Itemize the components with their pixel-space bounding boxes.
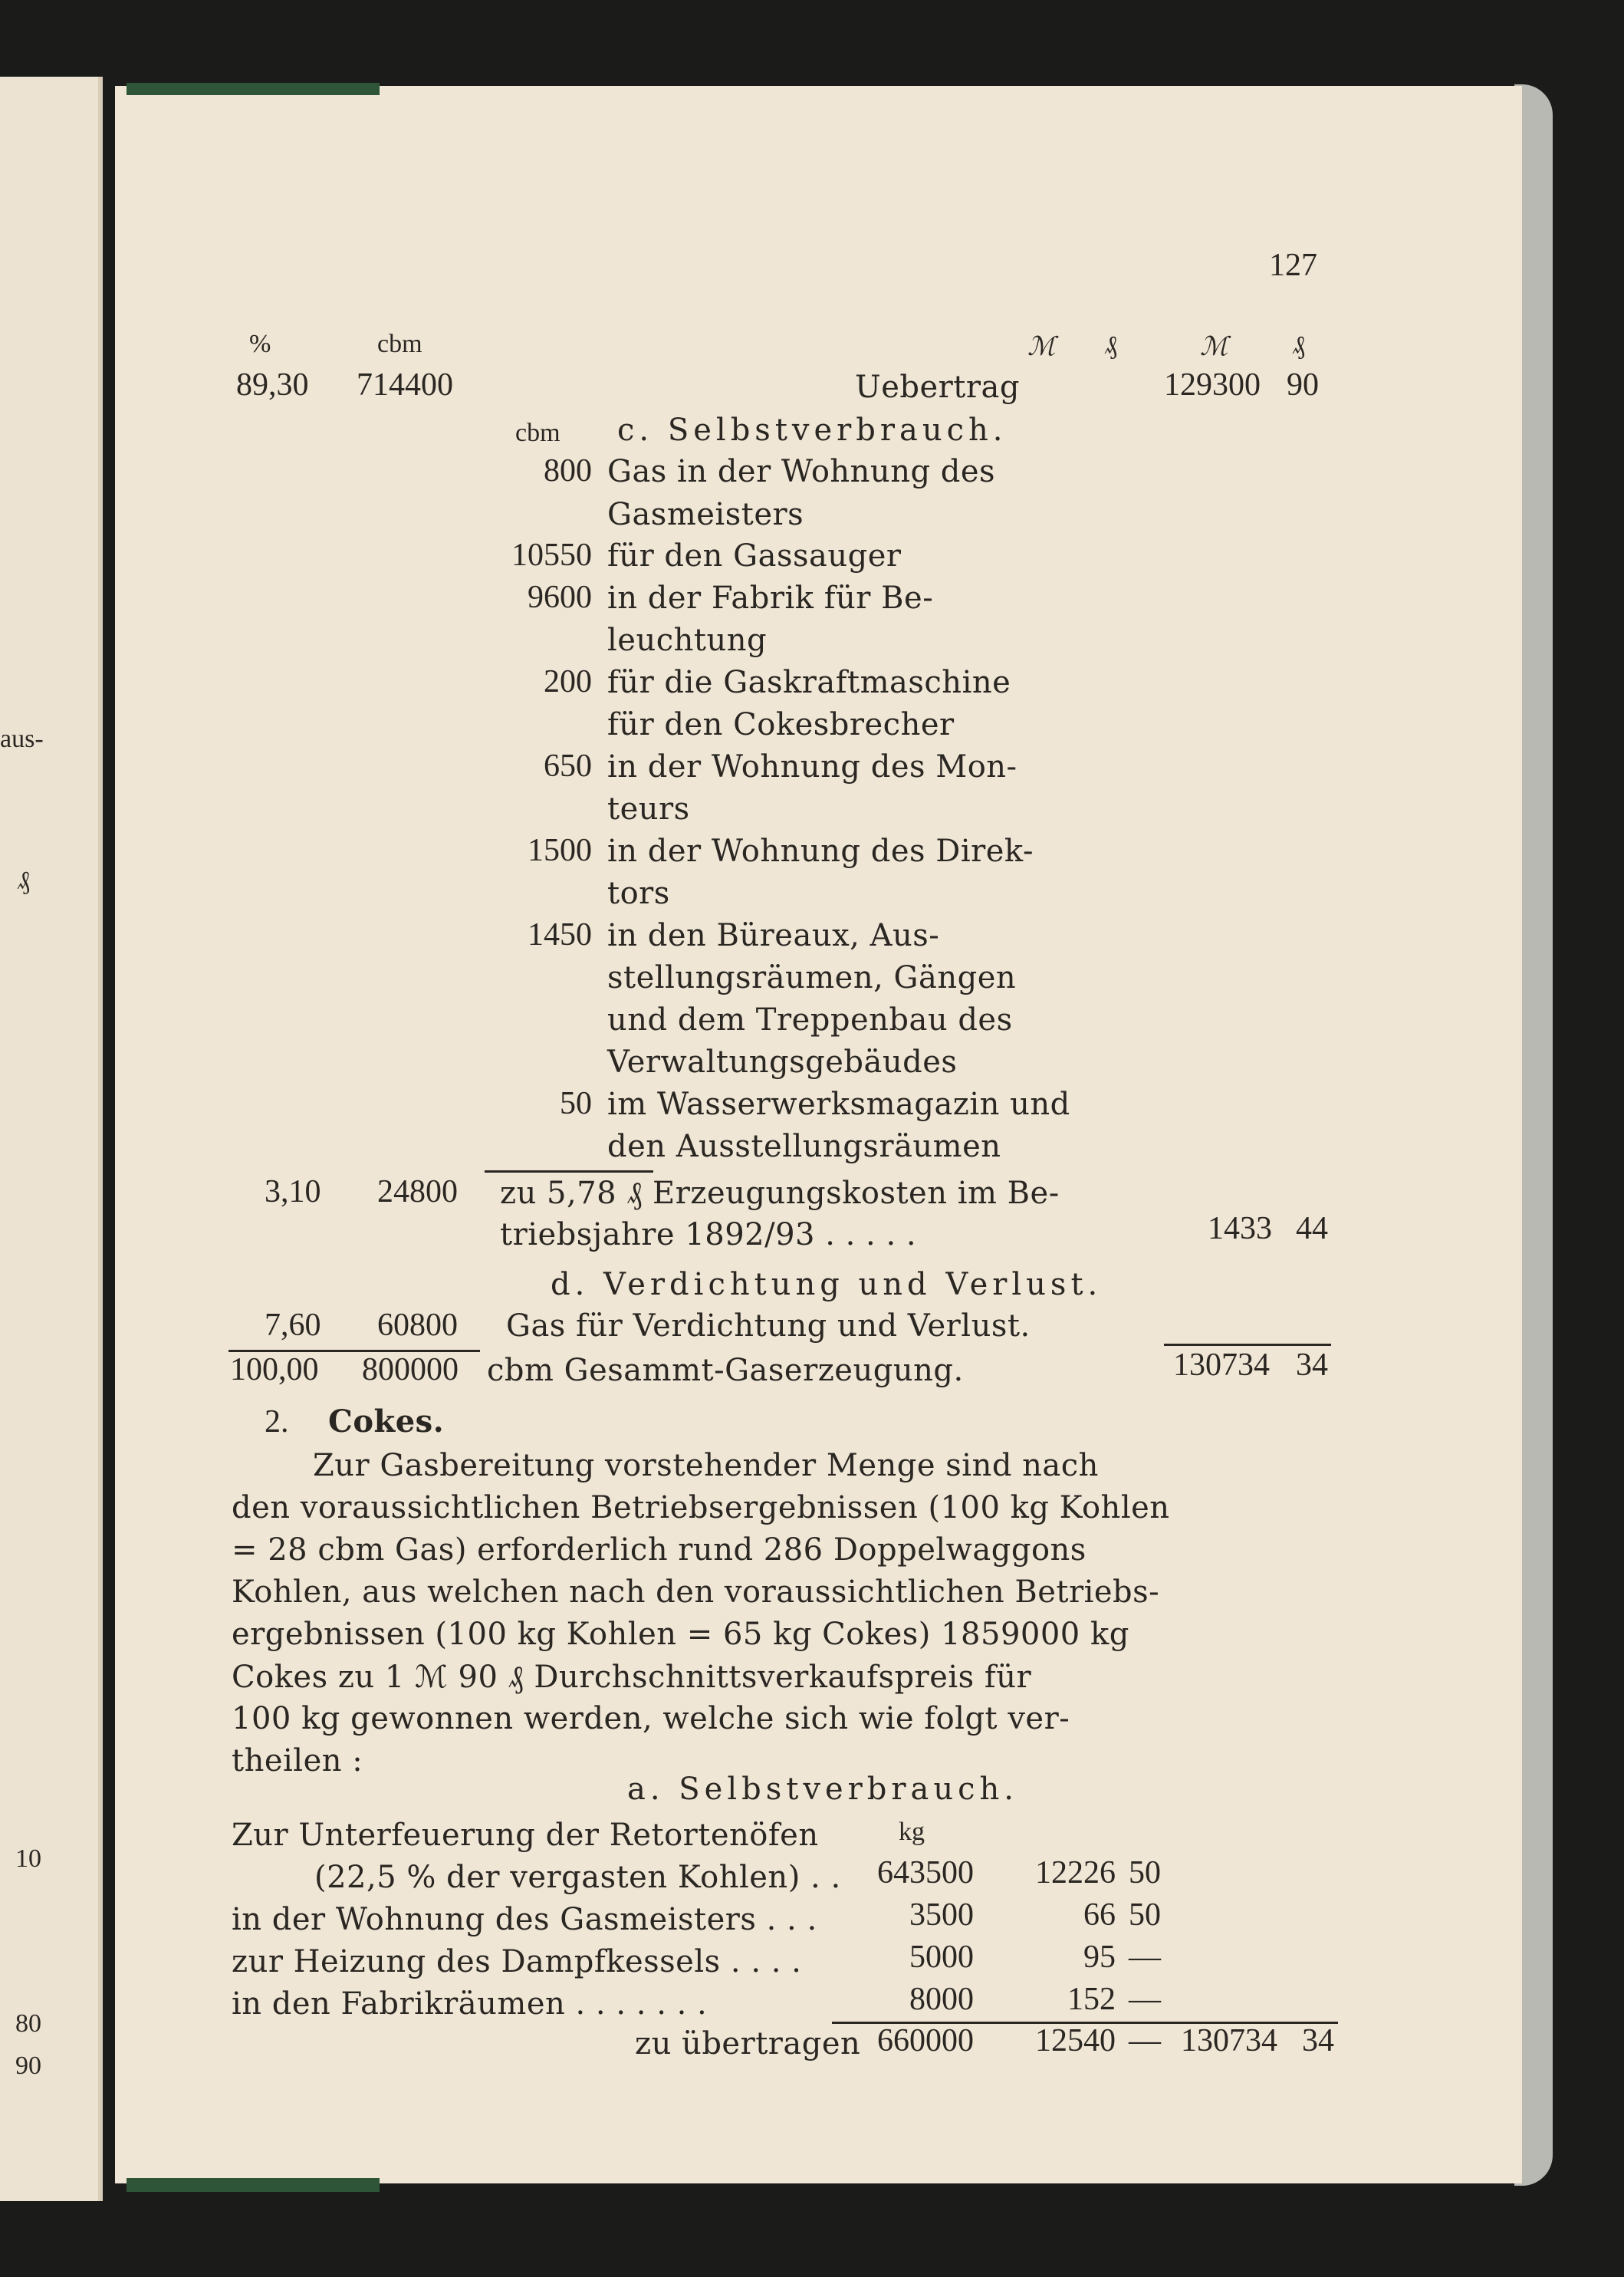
coke-usage-label: Zur Unterfeuerung der Retortenöfen [232, 1818, 819, 1853]
uebertrag-mark: 129300 [1164, 367, 1261, 403]
carry-kg: 660000 [877, 2023, 974, 2058]
usage-value: 1450 [528, 917, 592, 953]
paragraph-line: Kohlen, aus welchen nach den voraussichtlichen Betriebs- [232, 1574, 1160, 1610]
left-margin-text: ₰ [17, 867, 30, 895]
subtotal-rule [485, 1170, 653, 1173]
page-number: 127 [1269, 248, 1317, 283]
usage-text: in der Wohnung des Direk- [607, 834, 1034, 869]
total-percent: 100,00 [230, 1352, 319, 1387]
total-rule [1164, 1344, 1331, 1346]
usage-text: Gas in der Wohnung des [607, 454, 996, 489]
previous-page-edge [0, 77, 103, 2201]
cokes-sub-title: a. Selbstverbrauch. [627, 1772, 1018, 1807]
coke-pfennig: 50 [1129, 1855, 1161, 1890]
usage-value: 800 [544, 453, 592, 489]
usage-value: 9600 [528, 580, 592, 615]
usage-text: Verwaltungsgebäudes [607, 1045, 958, 1080]
loss-percent: 7,60 [265, 1308, 321, 1343]
total-pfennig: 34 [1296, 1347, 1328, 1383]
usage-value: 10550 [511, 538, 592, 573]
carry-label: zu übertragen [635, 2026, 861, 2061]
coke-pfennig: 50 [1129, 1897, 1161, 1933]
cokes-heading-number: 2. [265, 1404, 289, 1440]
usage-text: Gasmeisters [607, 497, 804, 532]
header-mark: ℳ [1200, 333, 1228, 361]
paragraph-line: den voraussichtlichen Betriebsergebnissen (100 kg Kohlen [232, 1490, 1170, 1525]
usage-text: in der Wohnung des Mon- [607, 749, 1017, 785]
usage-text: für die Gaskraftmaschine [607, 665, 1011, 700]
paragraph-line: Cokes zu 1 ℳ 90 ₰ Durchschnittsverkaufspreis für [232, 1660, 1032, 1695]
coke-kg: 5000 [909, 1940, 974, 1975]
loss-cbm: 60800 [377, 1308, 458, 1343]
paragraph-line: 100 kg gewonnen werden, welche sich wie folgt ver- [232, 1701, 1070, 1736]
carry-total-mark: 130734 [1181, 2023, 1277, 2058]
usage-value: 50 [560, 1086, 592, 1121]
usage-value: 650 [544, 749, 592, 784]
section-d-title: d. Verdichtung und Verlust. [551, 1267, 1103, 1302]
header-percent: % [249, 330, 271, 358]
usage-text: den Ausstellungsräumen [607, 1129, 1001, 1164]
paragraph-line: ergebnissen (100 kg Kohlen = 65 kg Cokes) 1859000 kg [232, 1617, 1129, 1652]
coke-pfennig: — [1129, 1940, 1161, 1975]
selfuse-percent: 3,10 [265, 1174, 321, 1209]
bookmark-ribbon-bottom [127, 2178, 380, 2192]
header-mark: ℳ [1027, 333, 1056, 361]
uebertrag-pfennig: 90 [1287, 367, 1319, 403]
left-margin-text: 80 [15, 2009, 41, 2038]
coke-usage-label: (22,5 % der vergasten Kohlen) . . [314, 1860, 841, 1895]
coke-mark: 66 [1083, 1897, 1116, 1933]
uebertrag-label: Uebertrag [855, 370, 1020, 405]
uebertrag-percent: 89,30 [236, 367, 309, 403]
usage-text: und dem Treppenbau des [607, 1002, 1013, 1038]
uebertrag-cbm: 714400 [357, 367, 453, 403]
carry-pfennig: — [1129, 2023, 1161, 2058]
paragraph-line: Zur Gasbereitung vorstehender Menge sind nach [313, 1448, 1099, 1483]
left-margin-text: 90 [15, 2052, 41, 2080]
left-margin-text: 10 [15, 1844, 41, 1873]
carry-total-pfennig: 34 [1302, 2023, 1334, 2058]
header-pfennig: ₰ [1104, 331, 1117, 360]
left-margin-text: aus- [0, 725, 44, 753]
selfuse-cost-text: zu 5,78 ₰ Erzeugungskosten im Be- [500, 1176, 1060, 1211]
usage-value: 1500 [528, 833, 592, 868]
coke-usage-label: in den Fabrikräumen . . . . . . . [232, 1986, 708, 2022]
usage-text: tors [607, 876, 670, 911]
selfuse-mark: 1433 [1208, 1211, 1272, 1246]
header-pfennig: ₰ [1292, 331, 1305, 360]
usage-text: in der Fabrik für Be- [607, 581, 934, 616]
coke-pfennig: — [1129, 1982, 1161, 2017]
section-c-cbm-label: cbm [515, 419, 561, 447]
total-label: cbm Gesammt-Gaserzeugung. [487, 1353, 964, 1388]
coke-kg: 8000 [909, 1982, 974, 2017]
carry-mark: 12540 [1035, 2023, 1116, 2058]
header-cbm: cbm [377, 330, 422, 358]
coke-usage-label: in der Wohnung des Gasmeisters . . . [232, 1902, 817, 1937]
coke-kg: 3500 [909, 1897, 974, 1933]
usage-text: in den Büreaux, Aus- [607, 918, 940, 953]
coke-mark: 12226 [1035, 1855, 1116, 1890]
coke-usage-label: zur Heizung des Dampfkessels . . . . [232, 1944, 802, 1979]
paragraph-line: theilen : [232, 1743, 363, 1778]
selfuse-cost-text: triebsjahre 1892/93 . . . . . [500, 1217, 917, 1252]
usage-value: 200 [544, 664, 592, 699]
selfuse-pfennig: 44 [1296, 1211, 1328, 1246]
bookmark-ribbon-top [127, 83, 380, 95]
coke-mark: 152 [1067, 1982, 1116, 2017]
loss-label: Gas für Verdichtung und Verlust. [506, 1308, 1031, 1344]
usage-text: leuchtung [607, 623, 768, 658]
coke-mark: 95 [1083, 1940, 1116, 1975]
usage-text: stellungsräumen, Gängen [607, 960, 1017, 995]
usage-text: für den Cokesbrecher [607, 707, 955, 742]
selfuse-cbm: 24800 [377, 1174, 458, 1209]
paragraph-line: = 28 cbm Gas) erforderlich rund 286 Doppelwaggons [232, 1532, 1087, 1568]
usage-text: teurs [607, 791, 690, 827]
coke-kg: 643500 [877, 1855, 974, 1890]
kg-label: kg [899, 1818, 925, 1846]
section-c-title: c. Selbstverbrauch. [617, 413, 1008, 448]
usage-text: im Wasserwerksmagazin und [607, 1087, 1070, 1122]
total-cbm: 800000 [362, 1352, 459, 1387]
usage-text: für den Gassauger [607, 538, 902, 574]
cokes-heading: Cokes. [328, 1403, 445, 1440]
total-mark: 130734 [1173, 1347, 1270, 1383]
